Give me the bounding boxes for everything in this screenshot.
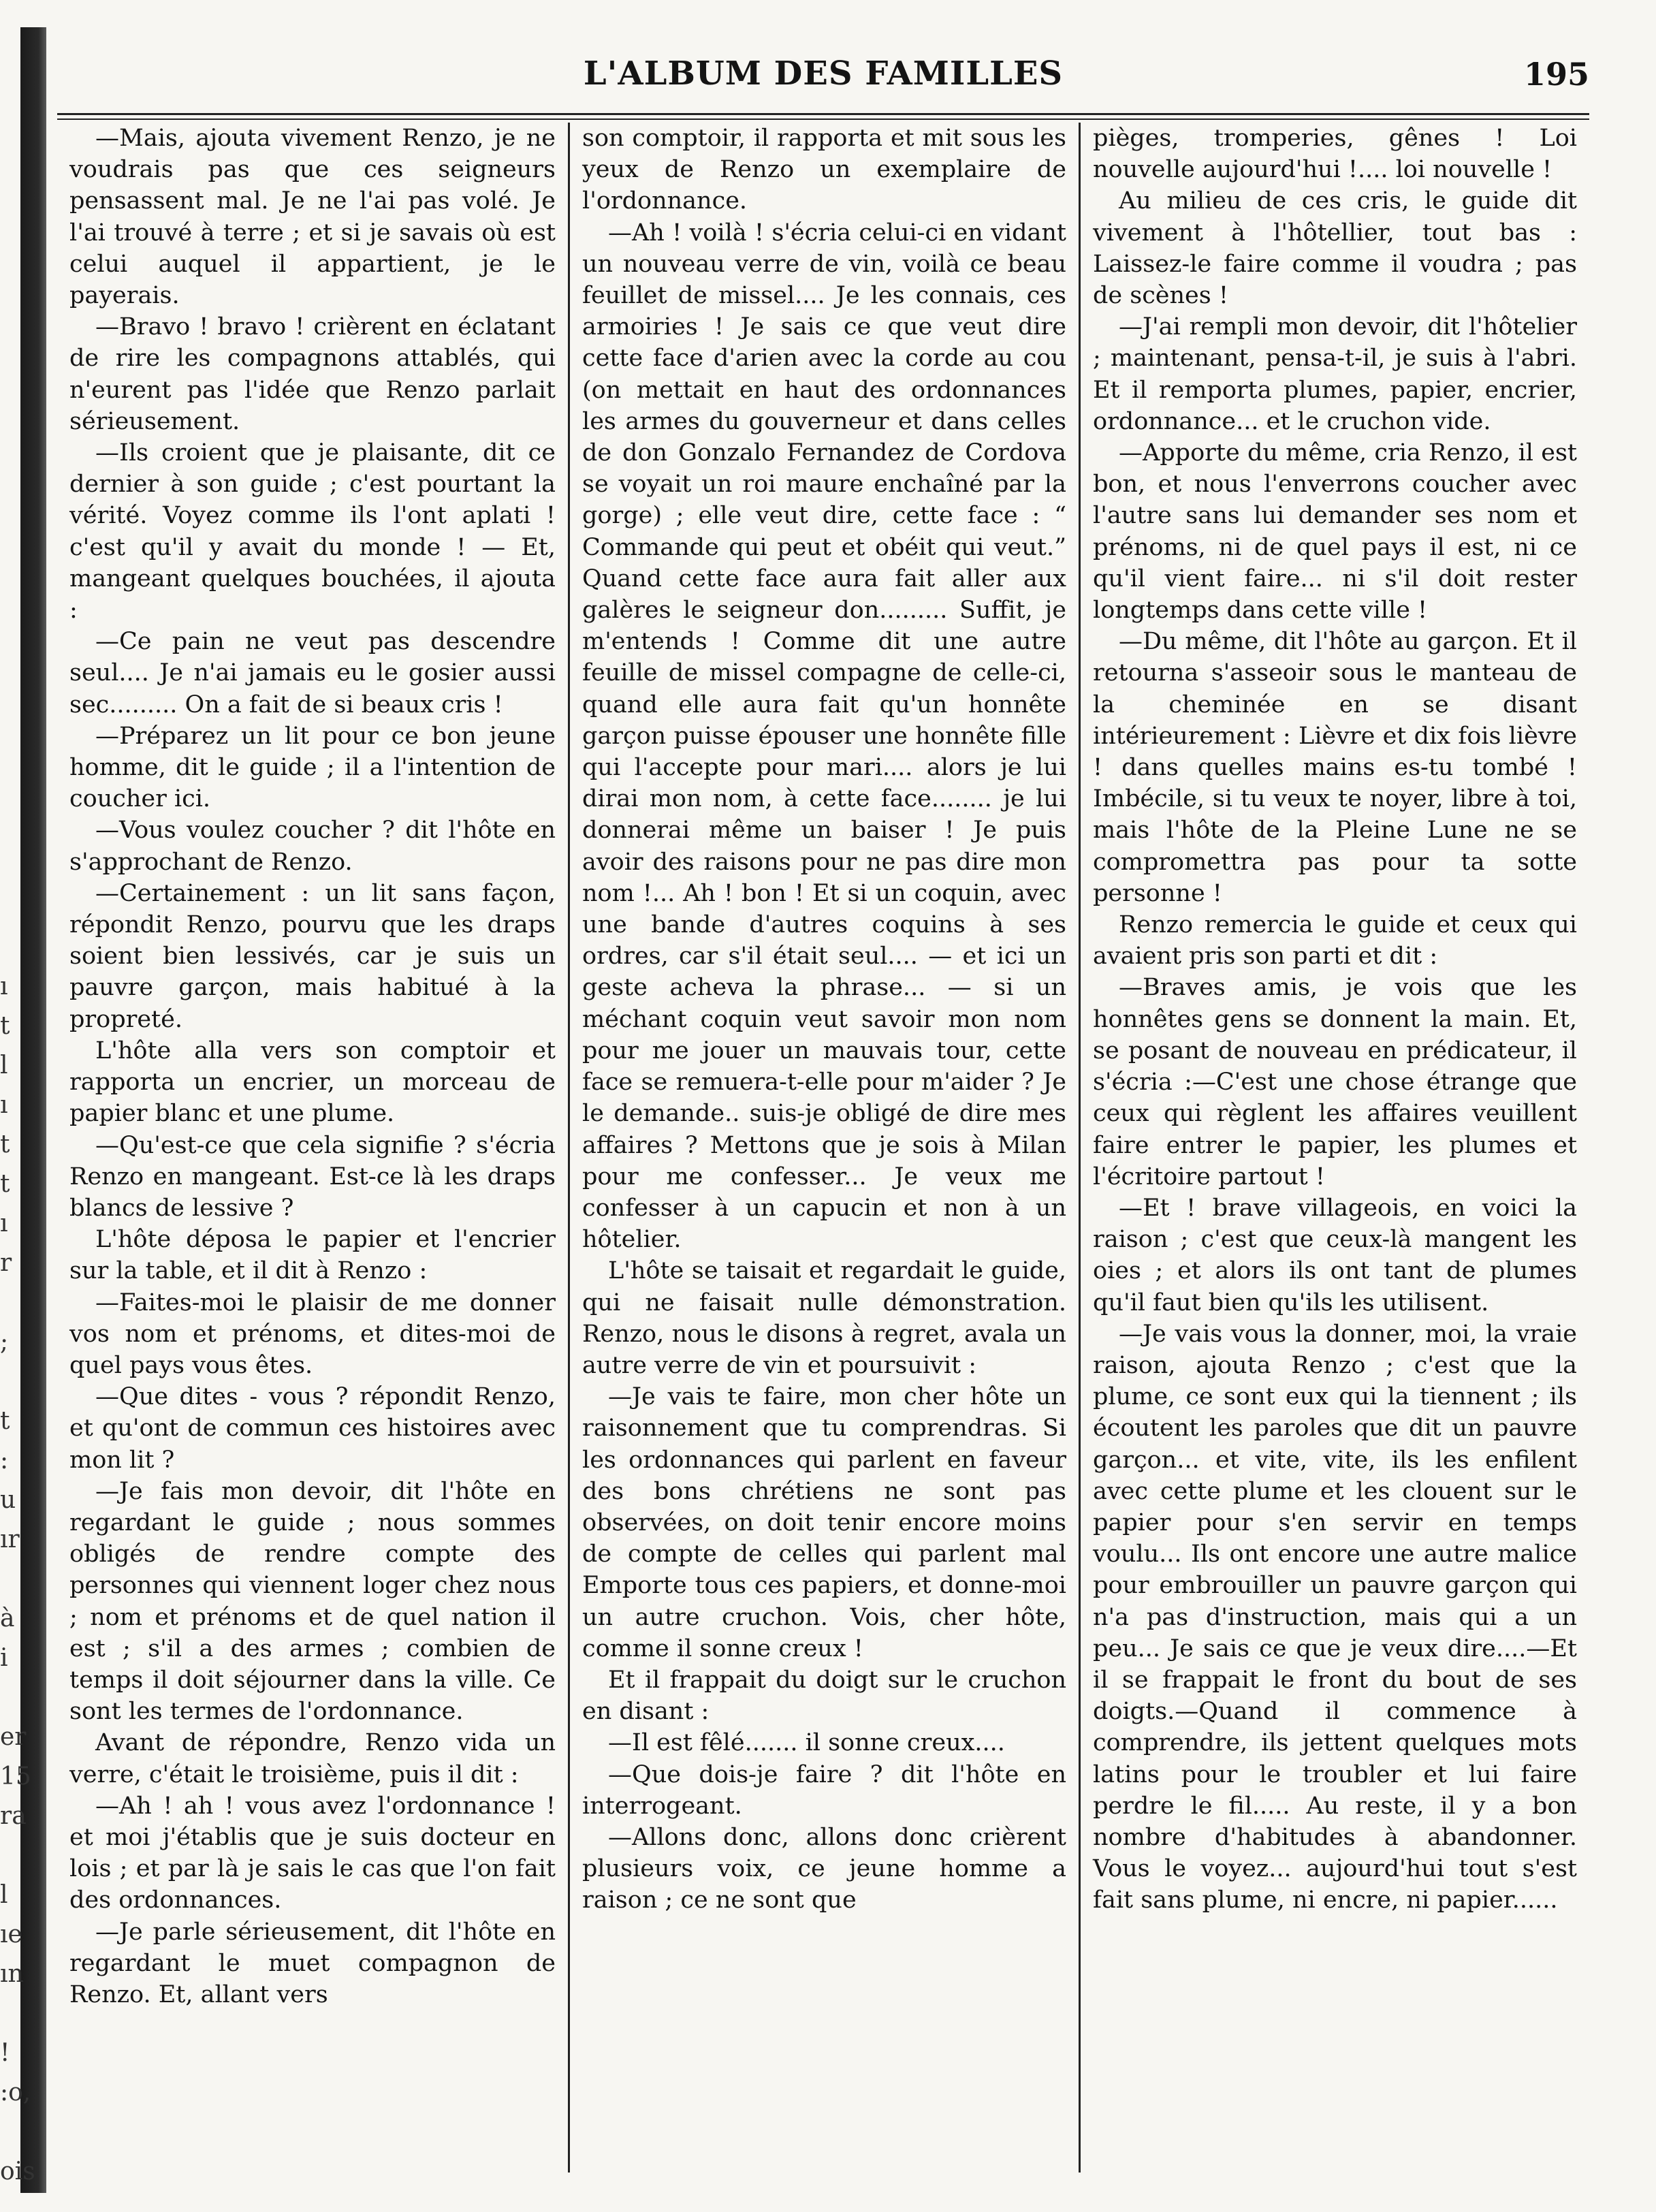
journal-title: L'ALBUM DES FAMILLES bbox=[583, 54, 1064, 93]
paragraph: L'hôte alla vers son comptoir et rapporta un encrier, un morceau de papier blanc et une plume. bbox=[69, 1037, 556, 1128]
page-number: 195 bbox=[1523, 56, 1589, 93]
paragraph: —Faites-moi le plaisir de me donner vos nom et prénoms, et dites-moi de quel pays vous êtes. bbox=[69, 1289, 556, 1379]
text-columns bbox=[57, 123, 1589, 2172]
paragraph: —Que dois-je faire ? dit l'hôte en interrogeant. bbox=[582, 1760, 1066, 1820]
paragraph: —Mais, ajouta vivement Renzo, je ne voudrais pas que ces seigneurs pensassent mal. Je ne l'ai pas volé. Je l'ai trouvé à terre ; et si je savais où est celui auquel il appartient, je le payerais. bbox=[69, 125, 556, 310]
paragraph: —Apporte du même, cria Renzo, il est bon, et nous l'enverrons coucher avec l'autre sans lui demander ses nom et prénoms, ni de quel pays il est, ni ce qu'il vient faire... ni s'il doit rester longtemps dans cette ville ! bbox=[1093, 439, 1577, 625]
paragraph: —Allons donc, allons donc crièrent plusieurs voix, ce jeune homme a raison ; ce ne sont que bbox=[582, 1823, 1066, 1914]
paragraph: —Bravo ! bravo ! crièrent en éclatant de rire les compagnons attablés, qui n'eurent pas l'idée que Renzo parlait sérieusement. bbox=[69, 313, 556, 435]
running-header bbox=[57, 48, 1589, 109]
paragraph: —Qu'est-ce que cela signifie ? s'écria Renzo en mangeant. Est-ce là les draps blancs de lessive ? bbox=[69, 1131, 556, 1222]
paragraph: —Ah ! ah ! vous avez l'ordonnance ! et moi j'établis que je suis docteur en lois ; et par là je sais le cas que l'on fait des ordonnances. bbox=[69, 1792, 556, 1914]
margin-text-fragments: ı t l ı t t ı r ; t : u ır à i er 15 ra l ıe ın ! :o, ois bbox=[0, 973, 35, 2185]
column-2 bbox=[568, 123, 1079, 2172]
paragraph: Au milieu de ces cris, le guide dit vivement à l'hôtellier, tout bas : Laissez-le faire comme il voudra ; pas de scènes ! bbox=[1093, 187, 1577, 310]
paragraph: —Ah ! voilà ! s'écria celui-ci en vidant un nouveau verre de vin, voilà ce beau feuillet de missel.... Je les connais, ces armoiries ! Je sais ce que veut dire cette face d'arien avec la corde au cou (on mettait en haut des ordonnances les armes du gouverneur et dans celles de don Gonzalo Fernandez de Cordova se voyait un roi maure enchaîné par la gorge) ; elle veut dire, cette face : “ Commande qui peut et obéit qui veut.” Quand cette face aura fait aller aux galères le seigneur don......... Suffit, je m'entends ! Comme dit une autre feuille de missel compagne de celle-ci, quand elle aura fait qu'un honnête garçon puisse épouser une honnête fille qui l'accepte pour mari.... alors je lui dirai mon nom, à cette face........ je lui donnerai même un baiser ! Je puis avoir des raisons pour ne pas dire mon nom !... Ah ! bon ! Et si un coquin, avec une bande d'autres coquins à ses ordres, car s'il était seul.... — et ici un geste acheva la phrase... — si un méchant coquin veut savoir mon nom pour me jouer un mauvais tour, cette face se remuera-t-elle pour m'aider ? Je le demande.. suis-je obligé de dire mes affaires ? Mettons que je sois à Milan pour me confesser... Je veux me confesser à un capucin et non à un hôtelier. bbox=[582, 219, 1066, 1254]
paragraph: —Je fais mon devoir, dit l'hôte en regardant le guide ; nous sommes obligés de rendre compte des personnes qui viennent loger chez nous ; nom et prénoms et de quel nation il est ; s'il a des armes ; combien de temps il doit séjourner dans la ville. Ce sont les termes de l'ordonnance. bbox=[69, 1477, 556, 1726]
paragraph: —Il est fêlé....... il sonne creux.... bbox=[608, 1729, 1005, 1757]
paragraph: —Braves amis, je vois que les honnêtes gens se donnent la main. Et, se posant de nouveau en prédicateur, il s'écria :—C'est une chose étrange que ceux qui règlent les affaires veuillent faire entrer le papier, les plumes et l'écritoire partout ! bbox=[1093, 974, 1577, 1190]
paragraph: —Vous voulez coucher ? dit l'hôte en s'approchant de Renzo. bbox=[69, 817, 556, 876]
paragraph: L'hôte déposa le papier et l'encrier sur la table, et il dit à Renzo : bbox=[69, 1226, 556, 1285]
paragraph: —Je vais vous la donner, moi, la vraie raison, ajouta Renzo ; c'est que la plume, ce sont eux qui la tiennent ; ils écoutent les paroles que dit un pauvre garçon... et vite, vite, ils les enfilent avec cette plume et les clouent sur le papier pour s'en servir en temps voulu... Ils ont encore une autre malice pour embrouiller un pauvre garçon qui n'a pas d'instruction, mais qui a un peu... Je sais ce que je veux dire....—Et il se frappait le front du bout de ses doigts.—Quand il commence à comprendre, ils jettent quelques mots latins pour le troubler et lui faire perdre le fil..... Au reste, il y a bon nombre d'habitudes à abandonner. Vous le voyez... aujourd'hui tout s'est fait sans plume, ni encre, ni papier...... bbox=[1093, 1320, 1577, 1914]
paragraph: —Certainement : un lit sans façon, répondit Renzo, pourvu que les draps soient bien lessivés, car je suis un pauvre garçon, mais habitué à la propreté. bbox=[69, 879, 556, 1033]
paragraph: Et il frappait du doigt sur le cruchon en disant : bbox=[582, 1666, 1066, 1726]
paragraph: —Et ! brave villageois, en voici la raison ; c'est que ceux-là mangent les oies ; et alors ils ont tant de plumes qu'il faut bien qu'ils les utilisent. bbox=[1093, 1194, 1577, 1316]
paragraph: —Du même, dit l'hôte au garçon. Et il retourna s'asseoir sous le manteau de la cheminée en se disant intérieurement : Lièvre et dix fois lièvre ! dans quelles mains es-tu tombé ! Imbécile, si tu veux te noyer, libre à toi, mais l'hôte de la Pleine Lune ne se compromettra pas pour ta sotte personne ! bbox=[1093, 628, 1577, 907]
column-3 bbox=[1079, 123, 1589, 2172]
paragraph: —Que dites - vous ? répondit Renzo, et qu'ont de commun ces histoires avec mon lit ? bbox=[69, 1383, 556, 1474]
paragraph: —Préparez un lit pour ce bon jeune homme, dit le guide ; il a l'intention de coucher ici. bbox=[69, 722, 556, 813]
paragraph: —Ils croient que je plaisante, dit ce dernier à son guide ; c'est pourtant la vérité. Voyez comme ils l'ont aplati ! c'est qu'il y avait du monde ! — Et, mangeant quelques bouchées, il ajouta : bbox=[69, 439, 556, 625]
header-rule bbox=[57, 113, 1589, 120]
column-1 bbox=[57, 123, 568, 2172]
paragraph: —J'ai rempli mon devoir, dit l'hôtelier ; maintenant, pensa-t-il, je suis à l'abri. Et il remporta plumes, papier, encrier, ordonnance... et le cruchon vide. bbox=[1093, 313, 1577, 435]
paragraph: —Je vais te faire, mon cher hôte un raisonnement que tu comprendras. Si les ordonnances qui parlent en faveur des bons chrétiens ne sont pas observées, on doit tenir encore moins de compte de celles qui parlent mal Emporte tous ces papiers, et donne-moi un autre cruchon. Vois, cher hôte, comme il sonne creux ! bbox=[582, 1383, 1066, 1662]
paragraph: pièges, tromperies, gênes ! Loi nouvelle aujourd'hui !.... loi nouvelle ! bbox=[1093, 125, 1577, 184]
paragraph: son comptoir, il rapporta et mit sous les yeux de Renzo un exemplaire de l'ordonnance. bbox=[582, 125, 1066, 215]
page bbox=[57, 48, 1589, 2179]
paragraph: L'hôte se taisait et regardait le guide, qui ne faisait nulle démonstration. Renzo, nous le disons à regret, avala un autre verre de vin et poursuivit : bbox=[582, 1257, 1066, 1379]
paragraph: Avant de répondre, Renzo vida un verre, c'était le troisième, puis il dit : bbox=[69, 1729, 556, 1788]
paragraph: —Ce pain ne veut pas descendre seul.... Je n'ai jamais eu le gosier aussi sec......... On a fait de si beaux cris ! bbox=[69, 628, 556, 718]
paragraph: Renzo remercia le guide et ceux qui avaient pris son parti et dit : bbox=[1093, 911, 1577, 970]
paragraph: —Je parle sérieusement, dit l'hôte en regardant le muet compagnon de Renzo. Et, allant vers bbox=[69, 1918, 556, 2008]
